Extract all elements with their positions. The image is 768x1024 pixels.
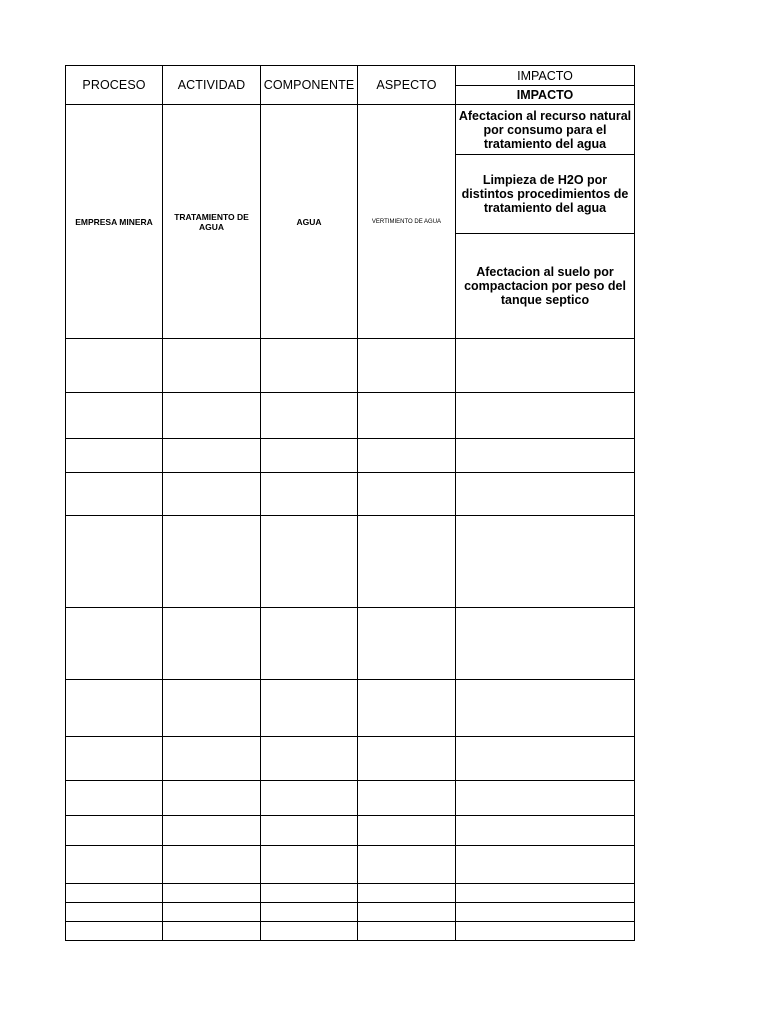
cell-impacto-3: Afectacion al suelo por compactacion por peso del tanque septico <box>456 234 635 339</box>
table-row <box>66 393 635 439</box>
cell-impacto-2: Limpieza de H2O por distintos procedimientos de tratamiento del agua <box>456 155 635 234</box>
cell-proceso: EMPRESA MINERA <box>66 105 163 339</box>
table-row <box>66 781 635 816</box>
environmental-impact-matrix <box>65 65 635 941</box>
table-row <box>66 922 635 941</box>
cell-componente: AGUA <box>261 105 358 339</box>
cell-actividad: TRATAMIENTO DE AGUA <box>163 105 261 339</box>
table-row <box>66 439 635 473</box>
table-row <box>66 516 635 608</box>
header-proceso: PROCESO <box>66 66 163 105</box>
table-row <box>66 339 635 393</box>
cell-aspecto: VERTIMIENTO DE AGUA <box>358 105 456 339</box>
header-impacto: IMPACTO <box>456 66 635 86</box>
header-actividad: ACTIVIDAD <box>163 66 261 105</box>
header-impacto-sub: IMPACTO <box>456 86 635 105</box>
table-row <box>66 816 635 846</box>
table-row <box>66 680 635 737</box>
header-componente: COMPONENTE <box>261 66 358 105</box>
header-aspecto: ASPECTO <box>358 66 456 105</box>
table-row <box>66 608 635 680</box>
table-row <box>66 473 635 516</box>
cell-impacto-1: Afectacion al recurso natural por consumo para el tratamiento del agua <box>456 105 635 155</box>
table-row <box>66 903 635 922</box>
table-row <box>66 884 635 903</box>
table-row <box>66 737 635 781</box>
table-row <box>66 846 635 884</box>
